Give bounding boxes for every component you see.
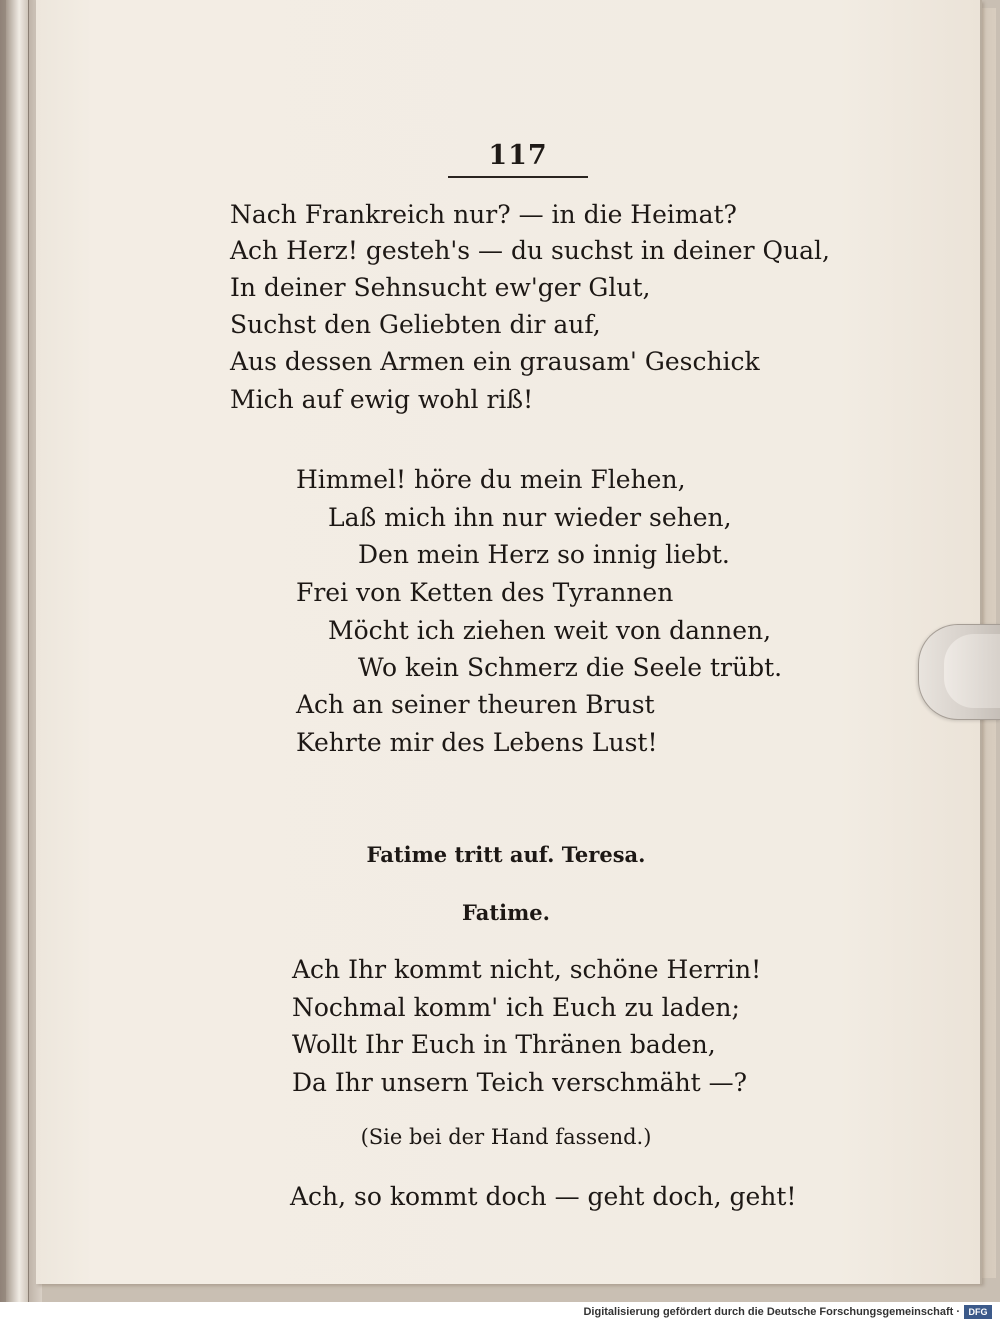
verse-line: Wollt Ihr Euch in Thränen baden, — [292, 1030, 716, 1059]
verse-line: Den mein Herz so innig liebt. — [358, 540, 730, 569]
digitization-footer — [0, 1302, 1000, 1323]
verse-line: Ach Herz! gesteh's — du suchst in deiner Qual, — [230, 236, 830, 265]
page-number-rule — [448, 176, 588, 178]
verse-line: Nach Frankreich nur? — in die Heimat? — [230, 200, 737, 229]
page-number: 117 — [488, 140, 548, 171]
verse-line: Möcht ich ziehen weit von dannen, — [328, 616, 772, 645]
verse-line: Frei von Ketten des Tyrannen — [296, 578, 674, 607]
page-clip-inner — [944, 634, 1000, 708]
verse-line: In deiner Sehnsucht ew'ger Glut, — [230, 273, 651, 302]
verse-line: Laß mich ihn nur wieder sehen, — [328, 503, 732, 532]
verse-line: Aus dessen Armen ein grausam' Geschick — [230, 347, 760, 376]
verse-line: Nochmal komm' ich Euch zu laden; — [292, 993, 740, 1022]
verse-line: Ach Ihr kommt nicht, schöne Herrin! — [292, 955, 762, 984]
footer-credit: Digitalisierung gefördert durch die Deutsche Forschungsgemeinschaft · — [583, 1306, 960, 1318]
speaker-name: Fatime. — [462, 900, 550, 925]
book-spine-edge — [6, 0, 29, 1302]
scene-entrance: Fatime tritt auf. Teresa. — [366, 842, 646, 867]
verse-line: Suchst den Geliebten dir auf, — [230, 310, 601, 339]
verse-line-final: Ach, so kommt doch — geht doch, geht! — [290, 1182, 797, 1211]
verse-line: Mich auf ewig wohl riß! — [230, 385, 534, 414]
verse-line: Himmel! höre du mein Flehen, — [296, 465, 686, 494]
verse-line: Ach an seiner theuren Brust — [296, 690, 655, 719]
stage-direction: (Sie bei der Hand fassend.) — [360, 1125, 652, 1149]
verse-line: Da Ihr unsern Teich verschmäht —? — [292, 1068, 748, 1097]
verse-line: Kehrte mir des Lebens Lust! — [296, 728, 658, 757]
verse-line: Wo kein Schmerz die Seele trübt. — [358, 653, 783, 682]
dfg-logo: DFG — [964, 1305, 992, 1319]
